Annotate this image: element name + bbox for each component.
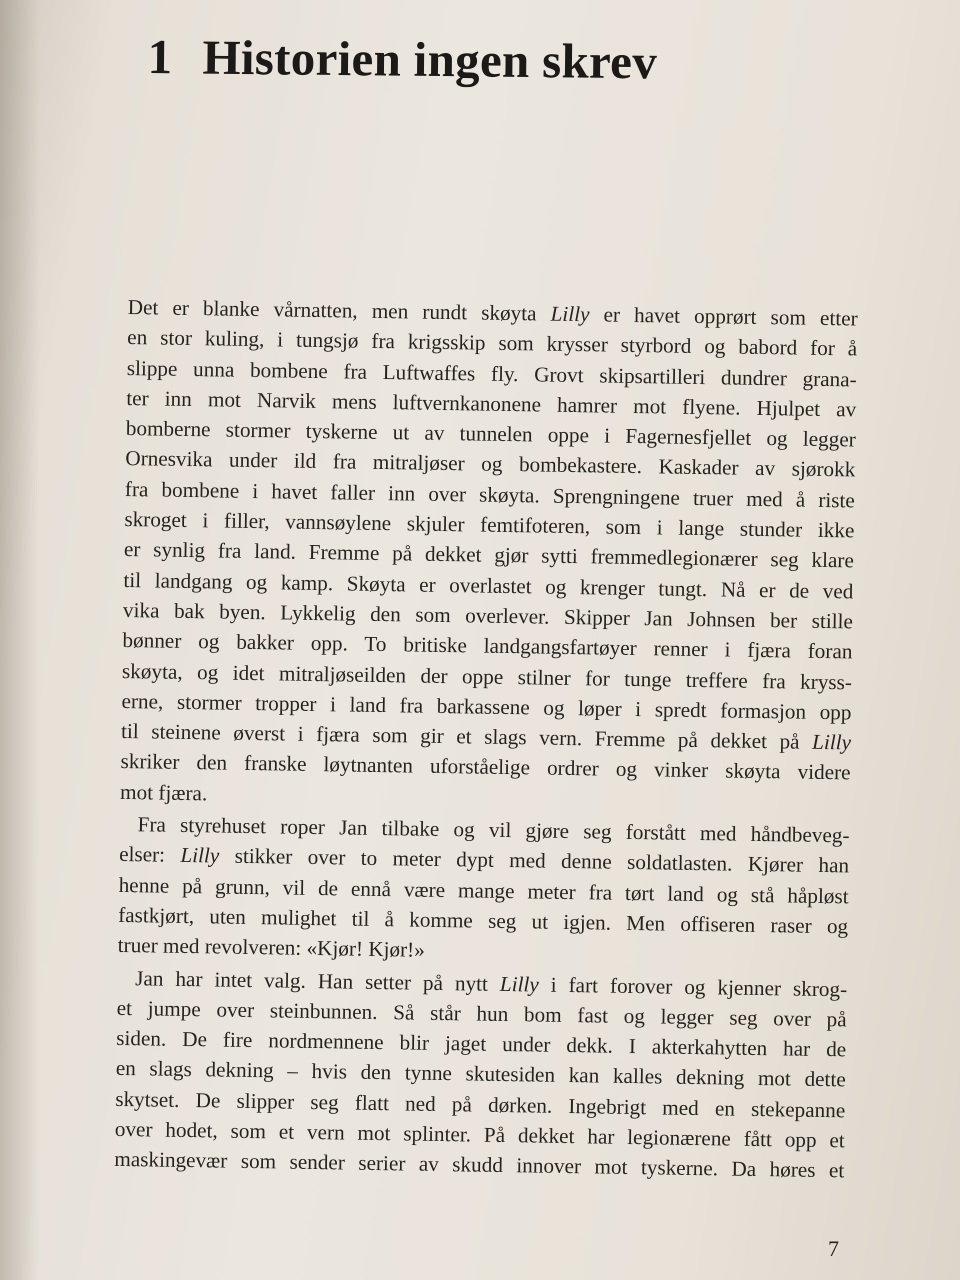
text-segment: truer med revolveren: «Kjør! Kjør!» <box>117 933 425 962</box>
paragraph <box>114 962 847 1186</box>
text-segment: skytset. De slipper seg flatt ned på dørken. Ingebrigt med en stekepanne <box>115 1086 846 1123</box>
text-segment: en slags dekning – hvis den tynne skutesiden kan kalles dekning mot dette <box>115 1056 846 1092</box>
text-segment: henne på grunn, vil de ennå være mange meter fra tørt land og stå håpløst <box>118 872 849 909</box>
paragraph <box>117 809 849 972</box>
text-segment: en stor kuling, i tungsjø fra krigsskip som krysser styrbord og babord for å <box>127 325 858 361</box>
text-segment: er havet opprørt som etter <box>589 302 858 331</box>
text-segment: til landgang og kamp. Skøyta er overlastet og krenger tungt. Nå er de ved <box>123 567 854 604</box>
text-segment: bomberne stormer tyskerne ut av tunnelen oppe i Fagernesfjellet og legger <box>125 416 856 452</box>
text-segment: erne, stormer tropper i land fra barkassene og løper i spredt formasjon opp <box>121 688 852 725</box>
text-segment: slippe unna bombene fra Luftwaffes fly. Grovt skipsartilleri dundrer grana- <box>126 355 857 392</box>
text-segment: mot fjæra. <box>119 779 208 806</box>
text-segment: ter inn mot Narvik mens luftvernkanonene hamrer mot flyene. Hjulpet av <box>126 385 857 422</box>
text-segment: siden. De fire nordmennene blir jaget under dekk. I akterkahytten har de <box>116 1026 847 1062</box>
chapter-heading <box>147 28 657 90</box>
text-segment: er synlig fra land. Fremme på dekket gjør sytti fremmedlegionærer seg klare <box>123 537 855 573</box>
text-segment: fastkjørt, uten mulighet til å komme seg ut igjen. Men offiseren raser og <box>118 902 849 939</box>
chapter-title: Historien ingen skrev <box>202 29 658 90</box>
text-segment: Lilly <box>180 843 220 868</box>
text-segment: et jumpe over steinbunnen. Så står hun bom fast og legger seg over på <box>116 995 847 1032</box>
spine-shadow <box>0 0 40 1280</box>
text-segment: fra bombene i havet faller inn over skøyta. Sprengningene truer med å riste <box>124 476 856 513</box>
text-segment: elser: <box>118 842 181 868</box>
text-segment: stikker over to meter dypt med denne soldatlasten. Kjører han <box>219 843 850 878</box>
text-segment: skroget i filler, vannsøylene skjuler femtifoteren, som i lange stunder ikke <box>124 507 855 543</box>
text-segment: Jan har intet valg. Han setter på nytt <box>135 965 501 996</box>
chapter-body-text <box>114 292 858 1186</box>
text-segment: skøyta, og idet mitraljøseilden der oppe stilner for tunge treffere fra kryss- <box>121 658 853 694</box>
text-segment: Fra styrehuset roper Jan tilbake og vil gjøre seg forstått med håndbeveg- <box>137 812 850 848</box>
text-segment: Lilly <box>811 729 852 755</box>
text-segment: Det er blanke vårnatten, men rundt skøyta <box>127 294 551 326</box>
paragraph <box>120 292 858 818</box>
text-segment: skriker den franske løytnanten uforståelige ordrer og vinker skøyta videre <box>120 749 851 785</box>
text-segment: vika bak byen. Lykkelig den som overlever. Skipper Jan Johnsen ber stille <box>122 597 854 634</box>
text-segment: i fart forover og kjenner skrog- <box>538 972 848 1001</box>
text-segment: Lilly <box>499 971 539 997</box>
page-number: 7 <box>828 1236 839 1261</box>
text-segment: Lilly <box>550 301 590 327</box>
text-segment: til steinene øverst i fjæra som gir et slags vern. Fremme på dekket på <box>120 719 813 754</box>
text-segment: over hodet, som et vern mot splinter. På dekket har legionærene fått opp et <box>114 1116 845 1153</box>
text-segment: bønner og bakker opp. To britiske landgangsfartøyer renner i fjæra foran <box>122 628 853 664</box>
text-segment: maskingevær som sender serier av skudd innover mot tyskerne. Da høres et <box>114 1147 845 1183</box>
text-segment: Ornesvika under ild fra mitraljøser og bombekastere. Kaskader av sjørokk <box>125 446 856 482</box>
chapter-number: 1 <box>147 28 173 85</box>
